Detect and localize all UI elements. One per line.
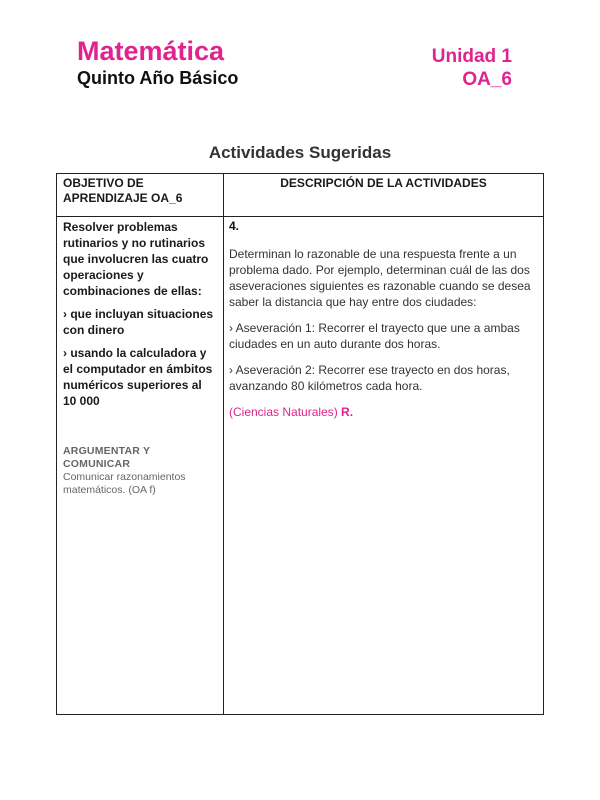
document-header-left [77, 34, 238, 89]
cross-reference-link[interactable]: (Ciencias Naturales) [229, 405, 338, 419]
skill-block [63, 445, 217, 497]
unit-label: Unidad 1 [431, 46, 512, 67]
table-header-row [57, 174, 544, 217]
objective-cell [57, 217, 224, 715]
subject-title: Matemática [77, 36, 225, 66]
activity-statement-2: › Aseveración 2: Recorrer ese trayecto en dos horas, avanzando 80 kilómetros cada hora. [229, 363, 510, 393]
grade-subtitle: Quinto Año Básico [77, 68, 239, 88]
skill-title: ARGUMENTAR Y COMUNICAR [63, 445, 150, 470]
description-cell [224, 217, 544, 715]
objective-bullet-money: › que incluyan situaciones con dinero [63, 307, 214, 337]
cross-reference-suffix: R. [341, 405, 354, 419]
cross-reference [229, 404, 537, 420]
objective-column-header: OBJETIVO DE APRENDIZAJE OA_6 [57, 174, 224, 217]
objective-bullet-calculator: › usando la calculadora y el computador en ámbitos numéricos superiores al 10 000 [63, 346, 213, 408]
activity-statement-1: › Aseveración 1: Recorrer el trayecto que une a ambas ciudades en un auto durante dos horas. [229, 321, 520, 351]
document-header-right [432, 45, 512, 91]
oa-label: OA_6 [462, 69, 512, 90]
activities-table [56, 173, 544, 715]
skill-text: Comunicar razonamientos matemáticos. (OA f) [63, 471, 186, 496]
description-column-header: DESCRIPCIÓN DE LA ACTIVIDADES [224, 174, 544, 217]
activity-number: 4. [229, 219, 240, 233]
table-body-row [57, 217, 544, 715]
objective-text: Resolver problemas rutinarios y no rutinarios que involucren las cuatro operaciones y combinaciones de ellas: [63, 220, 209, 298]
activity-intro: Determinan lo razonable de una respuesta frente a un problema dado. Por ejemplo, determinan cuál de las dos aseveraciones siguientes es razonable cuando se desea saber la distancia que hay entre dos ciudades: [229, 247, 531, 309]
section-title: Actividades Sugeridas [208, 143, 392, 162]
